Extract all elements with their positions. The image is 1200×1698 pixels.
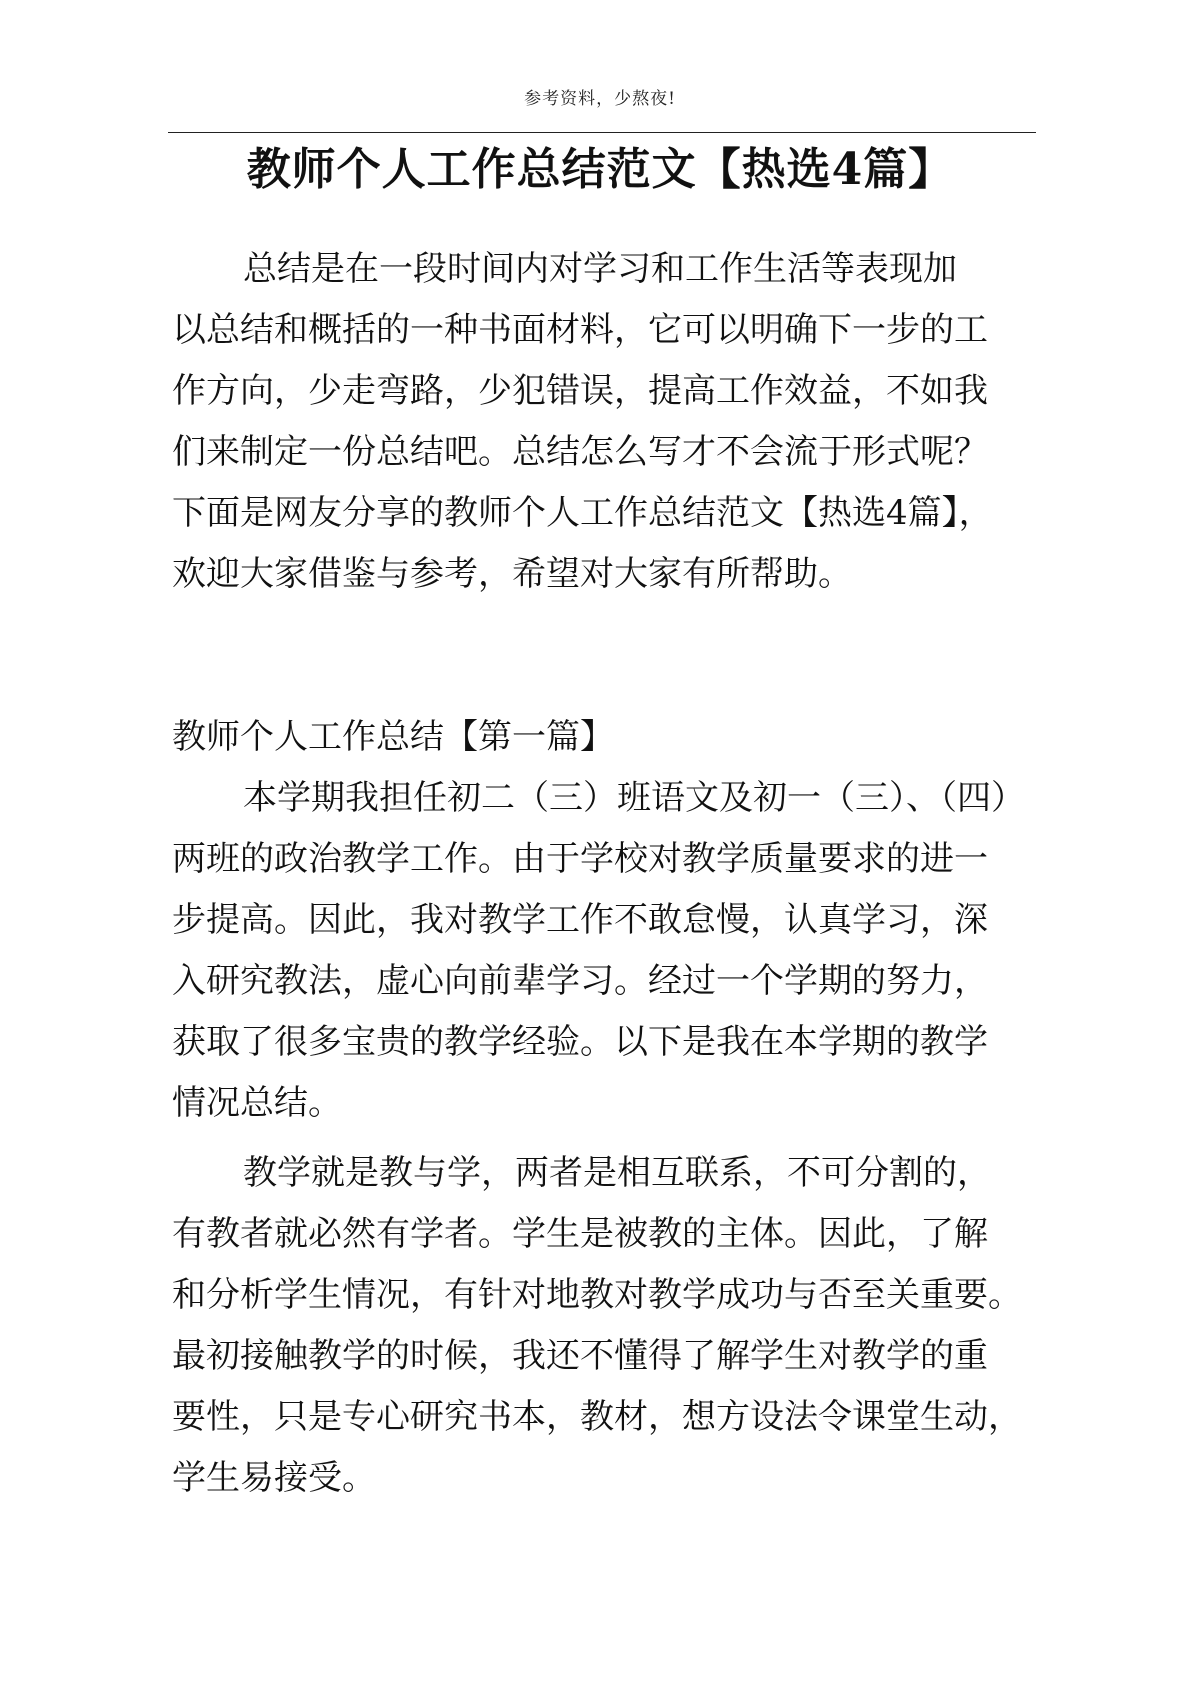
paragraph-line: 有教者就必然有学者。学生是被教的主体。因此，了解: [172, 1214, 988, 1254]
intro-line: 欢迎大家借鉴与参考，希望对大家有所帮助。: [172, 554, 852, 594]
section-paragraph-1: [172, 768, 1052, 1134]
document-title: 教师个人工作总结范文【热选4篇】: [246, 144, 954, 195]
intro-line: 作方向，少走弯路，少犯错误，提高工作效益，不如我: [172, 371, 988, 411]
intro-paragraph: [172, 239, 1052, 605]
paragraph-line: 获取了很多宝贵的教学经验。以下是我在本学期的教学: [172, 1022, 988, 1062]
intro-line: 以总结和概括的一种书面材料，它可以明确下一步的工: [172, 310, 988, 350]
paragraph-line: 本学期我担任初二（三）班语文及初一（三）、（四）: [243, 778, 1025, 818]
paragraph-line: 和分析学生情况，有针对地教对教学成功与否至关重要。: [172, 1275, 1022, 1315]
header-divider: [168, 132, 1036, 133]
section-heading: 教师个人工作总结【第一篇】: [172, 717, 614, 757]
paragraph-line: 教学就是教与学，两者是相互联系，不可分割的，: [243, 1153, 991, 1193]
paragraph-line: 入研究教法，虚心向前辈学习。经过一个学期的努力，: [172, 961, 988, 1001]
intro-line: 下面是网友分享的教师个人工作总结范文【热选4篇】，: [172, 493, 993, 533]
intro-line: 们来制定一份总结吧。总结怎么写才不会流于形式呢？: [172, 432, 988, 472]
paragraph-line: 步提高。因此，我对教学工作不敢怠慢，认真学习，深: [172, 900, 988, 940]
paragraph-line: 最初接触教学的时候，我还不懂得了解学生对教学的重: [172, 1336, 988, 1376]
paragraph-line: 两班的政治教学工作。由于学校对教学质量要求的进一: [172, 839, 988, 879]
paragraph-line: 情况总结。: [172, 1083, 342, 1123]
section-paragraph-2: [172, 1143, 1052, 1509]
intro-line: 总结是在一段时间内对学习和工作生活等表现加: [243, 249, 957, 289]
paragraph-line: 学生易接受。: [172, 1458, 376, 1498]
section-heading-block: [172, 707, 1052, 768]
page-header-note: 参考资料，少熬夜!: [524, 89, 676, 109]
paragraph-line: 要性，只是专心研究书本，教材，想方设法令课堂生动，: [172, 1397, 1022, 1437]
